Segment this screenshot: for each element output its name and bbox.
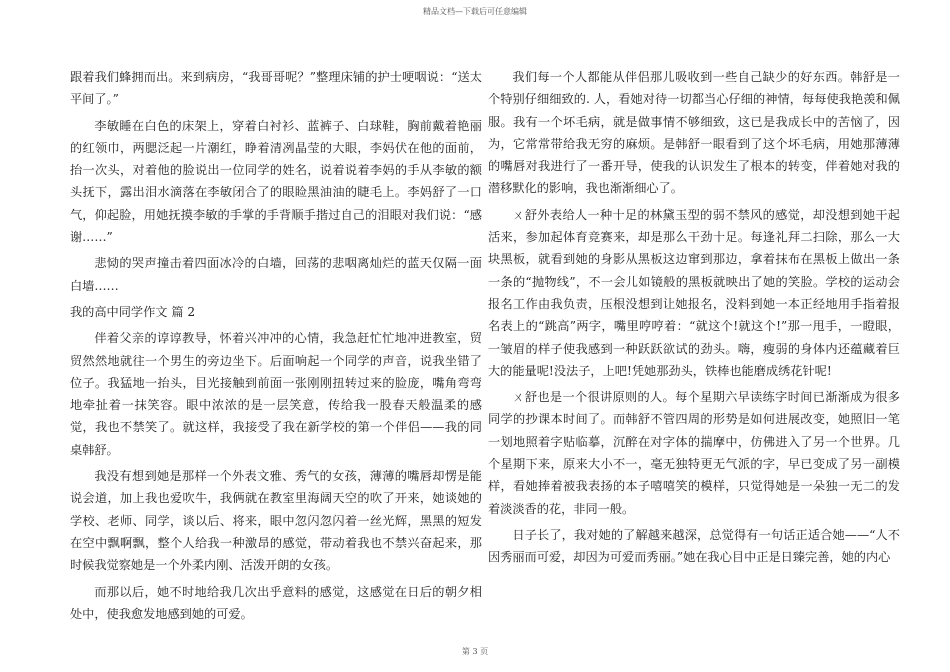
paragraph: 伴着父亲的谆谆教导，怀着兴冲冲的心情，我急赶忙忙地冲进教室，贸贸然然地就往一个男生的旁边坐下。后面响起一个同学的声音，说我坐错了位子。我猛地一抬头，目光接触到前面一张刚刚扭转过来的脸庞，嘴角弯弯地牵扯着一抹笑容。眼中浓浓的是一层笑意，传给我一股春天般温柔的感觉，我也不禁笑了。就这样，我接受了我在新学校的第一个伴侣——我的同桌韩舒。 (70, 331, 482, 457)
paragraph: 我没有想到她是那样一个外表文雅、秀气的女孩，薄薄的嘴唇却愣是能说会道，加上我也爱吹牛，我俩就在教室里海阔天空的吹了开来，她谈她的学校、老师、同学，谈以后、将来，眼中忽闪忽闪着一丝光辉，黑黑的短发在空中飘啊飘，整个人给我一种激昂的感觉，带动着我也不禁兴奋起来，那时候我觉察她是一个外柔内刚、活泼开朗的女孩。 (70, 469, 482, 573)
paragraph: 我们每一个人都能从伴侣那儿吸收到一些自己缺少的好东西。韩舒是一个特别仔细细致的. 人，看她对待一切都当心仔细的神情，每每使我艳羡和佩服。我有一个坏毛病，就是做事情不够细致，这已是我成长中的苦恼了，因为，它常常带给我无穷的麻烦。是韩舒一眼看到了这个坏毛病，用她那薄薄的嘴唇对我进行了一番开导，使我的认识发生了根本的转变，伴着她对我的潜移默化的影响，我也渐渐细心了。 (488, 70, 900, 196)
paragraph: 李敏睡在白色的床架上，穿着白衬衫、蓝裤子、白球鞋，胸前戴着艳丽的红领巾，两腮泛起一片潮红，睁着清冽晶莹的大眼，李妈伏在他的面前，抬一次头，对着他的脸说出一位同学的姓名，说着说着李妈的手从李敏的额头抚下，露出泪水滴落在李敏闭合了的眼睑黑油油的睫毛上。李妈舒了一口气，仰起脸，用她抚摸李敏的手掌的手背顺手揩过自己的泪眼对我们说：“感谢……” (70, 118, 482, 245)
paragraph: 跟着我们蜂拥而出。来到病房，“我哥哥呢？”整理床铺的护士哽咽说：“送太平间了。” (70, 70, 482, 107)
left-column (70, 66, 482, 629)
paragraph: ㄨ舒外表给人一种十足的林黛玉型的弱不禁风的感觉，却没想到她干起活来，参加起体育竞赛来，却是那么干劲十足。每逢礼拜二扫除，那么一大块黑板，就看到她的身影从黑板这边窜到那边，拿着抹布在黑板上做出一条一条的“抛物线”，不一会儿如镜般的黑板就映出了她的笑脸。学校的运动会报名工作由我负责，压根没想到让她报名，没料到她一本正经地用手指着报名表上的“跳高”两字，嘴里哼哼着：“就这个!就这个!”那一甩手，一瞪眼，一皱眉的样子使我感到一种跃跃欲试的劲头。嗨，瘦弱的身体内还蕴藏着巨大的能量呢!没法子，上吧!凭她那劲头，铁棒也能磨成绣花针呢! (488, 207, 900, 378)
paragraph: 而那以后，她不时地给我几次出乎意料的感觉，这感觉在日后的朝夕相处中，使我愈发地感到她的可爱。 (70, 584, 482, 621)
paragraph: 悲恸的哭声撞击着四面冰冷的白墙，回荡的悲咽离灿烂的蓝天仅隔一面白墙…… (70, 256, 482, 293)
paragraph: 日子长了，我对她的了解越来越深，总觉得有一句话正适合她——“人不因秀丽而可爱，却因为可爱而秀丽。”她在我心目中正是日臻完善，她的内心 (488, 527, 900, 565)
paragraph: ㄨ舒也是一个很讲原则的人。每个星期六早读练字时间已渐渐成为很多同学的抄课本时间了。而韩舒不管四周的形势是如何进展改变，她照旧一笔一划地照着字贴临摹，沉醉在对字体的揣摩中，仿佛进入了另一个世界。几个星期下来，原来大小不一，毫无独特更无气派的字，早已变成了另一副模样，看她捧着被我表扬的本子嘻嘻笑的模样，只觉得她是一朵独一无二的发着淡淡香的花，非同一般。 (488, 390, 900, 516)
right-column (488, 66, 900, 573)
section-heading: 我的高中同学作文 篇 2 (70, 304, 196, 319)
page-header: 精品文档—下载后可任意编辑 (423, 7, 527, 16)
page-number: 第 3 页 (461, 647, 489, 656)
